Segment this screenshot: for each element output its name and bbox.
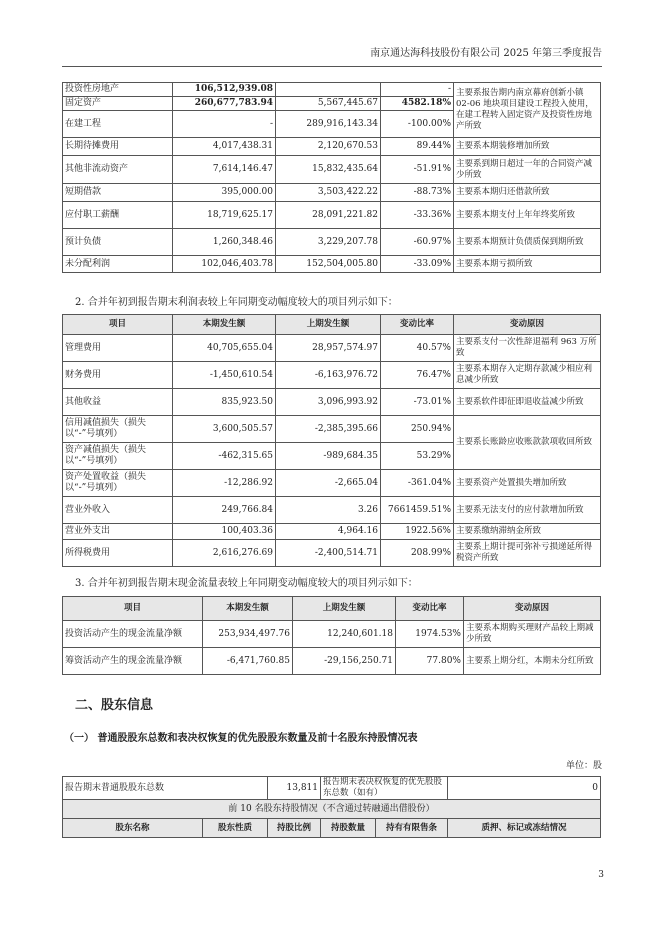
ratio-cell: -51.91% xyxy=(381,156,454,184)
column-header: 项目 xyxy=(63,315,173,335)
column-header: 持股比例 xyxy=(268,819,321,838)
table-row xyxy=(63,229,601,256)
ratio-cell: 1974.53% xyxy=(396,621,464,648)
preferred-holders-value: 0 xyxy=(448,777,601,800)
current-cell: 835,923.50 xyxy=(173,389,276,416)
item-cell: 预计负债 xyxy=(63,229,173,256)
shareholders-table xyxy=(62,776,601,838)
column-header: 上期发生额 xyxy=(276,315,381,335)
item-cell: 筹资活动产生的现金流量净额 xyxy=(63,648,203,675)
current-cell: -1,450,610.54 xyxy=(173,362,276,389)
reason-cell: 主要系本期购买理财产品较上期减少所致 xyxy=(464,621,601,648)
table-row xyxy=(63,777,601,800)
table-row xyxy=(63,621,601,648)
reason-cell: 主要系资产处置损失增加所致 xyxy=(454,470,601,497)
item-cell: 资产处置收益（损失以“-”号填列） xyxy=(63,470,173,497)
previous-cell: -6,163,976.72 xyxy=(276,362,381,389)
column-header: 项目 xyxy=(63,597,203,621)
table-row xyxy=(63,138,601,156)
ratio-cell: -33.09% xyxy=(381,256,454,273)
table-row xyxy=(63,540,601,567)
income-caption: 2. 合并年初到报告期末利润表较上年同期变动幅度较大的项目列示如下： xyxy=(75,297,398,308)
current-cell: 18,719,625.17 xyxy=(173,202,276,229)
previous-cell: -2,385,395.66 xyxy=(276,416,381,443)
ratio-cell: -33.36% xyxy=(381,202,454,229)
reason-cell: 主要系支付一次性辞退福利 963 万所致 xyxy=(454,335,601,362)
current-cell: -6,471,760.85 xyxy=(203,648,293,675)
column-header: 变动原因 xyxy=(454,315,601,335)
current-cell: 102,046,403.78 xyxy=(173,256,276,273)
reason-cell: 主要系上期分红，本期未分红所致 xyxy=(464,648,601,675)
item-cell: 营业外收入 xyxy=(63,497,173,524)
ratio-cell: 53.29% xyxy=(381,443,454,470)
reason-cell: 主要系长账龄应收账款款项收回所致 xyxy=(454,416,601,470)
table-row xyxy=(63,524,601,540)
balance-sheet-table xyxy=(62,82,601,273)
table-row xyxy=(63,648,601,675)
table-row xyxy=(63,156,601,184)
table-row xyxy=(63,202,601,229)
previous-cell xyxy=(276,83,381,97)
ratio-cell: -73.01% xyxy=(381,389,454,416)
table-row xyxy=(63,335,601,362)
total-holders-value: 13,811 xyxy=(268,777,321,800)
item-cell: 其他收益 xyxy=(63,389,173,416)
current-cell: 395,000.00 xyxy=(173,184,276,202)
ratio-cell: 208.99% xyxy=(381,540,454,567)
table-row xyxy=(63,389,601,416)
item-cell: 应付职工薪酬 xyxy=(63,202,173,229)
item-cell: 财务费用 xyxy=(63,362,173,389)
table-row xyxy=(63,416,601,443)
previous-cell: -2,665.04 xyxy=(276,470,381,497)
reason-cell: 主要系本期支付上年年终奖所致 xyxy=(454,202,601,229)
item-cell: 长期待摊费用 xyxy=(63,138,173,156)
ratio-cell: 1922.56% xyxy=(381,524,454,540)
cashflow-caption: 3. 合并年初到报告期末现金流量表较上年同期变动幅度较大的项目列示如下： xyxy=(75,578,418,589)
column-header: 变动比率 xyxy=(381,315,454,335)
item-cell: 短期借款 xyxy=(63,184,173,202)
cashflow-table xyxy=(62,596,601,675)
column-header: 质押、标记或冻结情况 xyxy=(448,819,601,838)
current-cell: -12,286.92 xyxy=(173,470,276,497)
item-cell: 资产减值损失（损失以“-”号填列） xyxy=(63,443,173,470)
top10-title: 前 10 名股东持股情况（不含通过转融通出借股份） xyxy=(63,800,601,819)
column-header: 本期发生额 xyxy=(173,315,276,335)
ratio-cell: 89.44% xyxy=(381,138,454,156)
reason-cell: 主要系无法支付的应付款增加所致 xyxy=(454,497,601,524)
reason-cell: 主要系本期存入定期存款减少相应利息减少所致 xyxy=(454,362,601,389)
income-table xyxy=(62,314,601,567)
page-header xyxy=(62,44,602,67)
previous-cell: 3,096,993.92 xyxy=(276,389,381,416)
current-cell: - xyxy=(173,111,276,138)
table-header-row xyxy=(63,819,601,838)
column-header: 持股数量 xyxy=(321,819,376,838)
column-header: 股东性质 xyxy=(203,819,268,838)
table-row xyxy=(63,800,601,819)
ratio-cell: -100.00% xyxy=(381,111,454,138)
ratio-cell: 76.47% xyxy=(381,362,454,389)
previous-cell: 28,091,221.82 xyxy=(276,202,381,229)
table-row xyxy=(63,497,601,524)
section-subtitle: （一） 普通股股东总数和表决权恢复的优先股股东数量及前十名股东持股情况表 xyxy=(64,733,418,744)
previous-cell: 2,120,670.53 xyxy=(276,138,381,156)
column-header: 本期发生额 xyxy=(203,597,293,621)
column-header: 变动比率 xyxy=(396,597,464,621)
current-cell: 2,616,276.69 xyxy=(173,540,276,567)
current-cell: 260,677,783.94 xyxy=(173,97,276,111)
reason-cell: 主要系到期日超过一年的合同资产减少所致 xyxy=(454,156,601,184)
current-cell: 1,260,348.46 xyxy=(173,229,276,256)
previous-cell: -2,400,514.71 xyxy=(276,540,381,567)
item-cell: 投资性房地产 xyxy=(63,83,173,97)
table-header-row xyxy=(63,315,601,335)
current-cell: 253,934,497.76 xyxy=(203,621,293,648)
previous-cell: -29,156,250.71 xyxy=(293,648,396,675)
previous-cell: 12,240,601.18 xyxy=(293,621,396,648)
previous-cell: 3.26 xyxy=(276,497,381,524)
item-cell: 投资活动产生的现金流量净额 xyxy=(63,621,203,648)
reason-cell: 主要系本期装修增加所致 xyxy=(454,138,601,156)
reason-cell: 主要系报告期内南京幕府创新小镇 02-06 地块项目建设工程投入使用，在建工程转入固定资产及投资性房地产所致 xyxy=(454,83,601,138)
item-cell: 固定资产 xyxy=(63,97,173,111)
current-cell: 249,766.84 xyxy=(173,497,276,524)
report-title: 南京通达海科技股份有限公司 2025 年第三季度报告 xyxy=(370,48,602,59)
item-cell: 在建工程 xyxy=(63,111,173,138)
unit-label: 单位：股 xyxy=(565,761,602,771)
table-row xyxy=(63,362,601,389)
reason-cell: 主要系上期计提可弥补亏损递延所得税资产所致 xyxy=(454,540,601,567)
current-cell: -462,315.65 xyxy=(173,443,276,470)
previous-cell: 152,504,005.80 xyxy=(276,256,381,273)
previous-cell: -989,684.35 xyxy=(276,443,381,470)
ratio-cell: 77.80% xyxy=(396,648,464,675)
reason-cell: 主要系本期归还借款所致 xyxy=(454,184,601,202)
preferred-holders-label: 报告期末表决权恢复的优先股股东总数（如有） xyxy=(321,777,448,800)
previous-cell: 289,916,143.34 xyxy=(276,111,381,138)
column-header: 上期发生额 xyxy=(293,597,396,621)
reason-cell: 主要系本期预计负债质保到期所致 xyxy=(454,229,601,256)
current-cell: 3,600,505.57 xyxy=(173,416,276,443)
column-header: 股东名称 xyxy=(63,819,203,838)
table-row xyxy=(63,83,601,97)
page-number: 3 xyxy=(598,870,604,880)
ratio-cell: -88.73% xyxy=(381,184,454,202)
reason-cell: 主要系本期亏损所致 xyxy=(454,256,601,273)
ratio-cell: - xyxy=(381,83,454,97)
item-cell: 其他非流动资产 xyxy=(63,156,173,184)
ratio-cell: 40.57% xyxy=(381,335,454,362)
current-cell: 100,403.36 xyxy=(173,524,276,540)
column-header: 持有有限售条 xyxy=(376,819,448,838)
item-cell: 所得税费用 xyxy=(63,540,173,567)
current-cell: 40,705,655.04 xyxy=(173,335,276,362)
ratio-cell: 250.94% xyxy=(381,416,454,443)
column-header: 变动原因 xyxy=(464,597,601,621)
ratio-cell: 4582.18% xyxy=(381,97,454,111)
previous-cell: 28,957,574.97 xyxy=(276,335,381,362)
item-cell: 营业外支出 xyxy=(63,524,173,540)
previous-cell: 5,567,445.67 xyxy=(276,97,381,111)
ratio-cell: 7661459.51% xyxy=(381,497,454,524)
ratio-cell: -361.04% xyxy=(381,470,454,497)
previous-cell: 3,229,207.78 xyxy=(276,229,381,256)
current-cell: 7,614,146.47 xyxy=(173,156,276,184)
item-cell: 信用减值损失（损失以“-”号填列） xyxy=(63,416,173,443)
item-cell: 管理费用 xyxy=(63,335,173,362)
previous-cell: 4,964.16 xyxy=(276,524,381,540)
ratio-cell: -60.97% xyxy=(381,229,454,256)
current-cell: 4,017,438.31 xyxy=(173,138,276,156)
reason-cell: 主要系软件即征即退收益减少所致 xyxy=(454,389,601,416)
previous-cell: 15,832,435.64 xyxy=(276,156,381,184)
total-holders-label: 报告期末普通股股东总数 xyxy=(63,777,268,800)
previous-cell: 3,503,422.22 xyxy=(276,184,381,202)
section-title: 二、股东信息 xyxy=(75,698,154,713)
table-row xyxy=(63,256,601,273)
item-cell: 未分配利润 xyxy=(63,256,173,273)
table-row xyxy=(63,184,601,202)
table-header-row xyxy=(63,597,601,621)
table-row xyxy=(63,470,601,497)
reason-cell: 主要系缴纳滞纳金所致 xyxy=(454,524,601,540)
current-cell: 106,512,939.08 xyxy=(173,83,276,97)
